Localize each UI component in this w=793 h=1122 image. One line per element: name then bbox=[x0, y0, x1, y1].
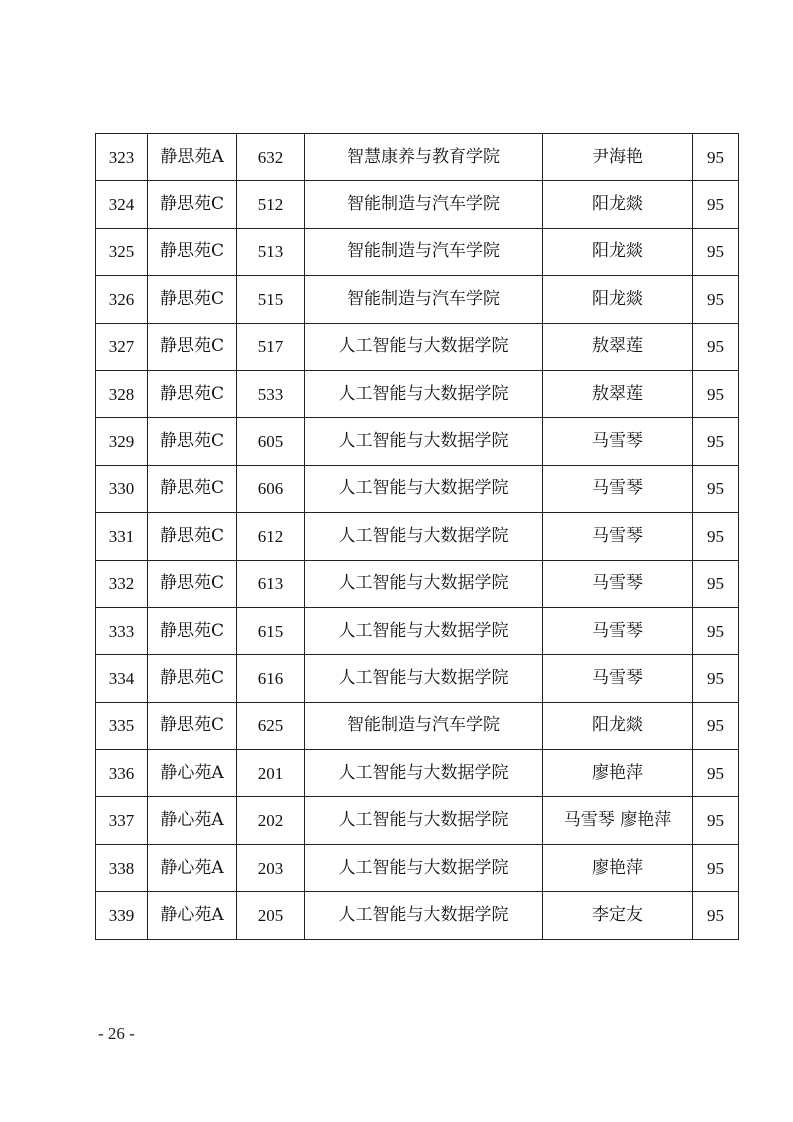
room-number-cell: 201 bbox=[237, 750, 305, 797]
counselor-name-cell: 马雪琴 bbox=[543, 418, 693, 465]
room-number-cell: 613 bbox=[237, 560, 305, 607]
counselor-name-cell: 廖艳萍 bbox=[543, 844, 693, 891]
college-cell: 人工智能与大数据学院 bbox=[305, 418, 543, 465]
building-cell: 静思苑C bbox=[148, 655, 237, 702]
counselor-name-cell: 马雪琴 bbox=[543, 465, 693, 512]
row-number-cell: 335 bbox=[96, 702, 148, 749]
room-number-cell: 515 bbox=[237, 276, 305, 323]
score-cell: 95 bbox=[693, 750, 739, 797]
counselor-name-cell: 马雪琴 bbox=[543, 560, 693, 607]
score-cell: 95 bbox=[693, 370, 739, 417]
room-number-cell: 512 bbox=[237, 181, 305, 228]
room-number-cell: 533 bbox=[237, 370, 305, 417]
building-cell: 静思苑C bbox=[148, 560, 237, 607]
table-row bbox=[96, 323, 739, 370]
building-cell: 静思苑C bbox=[148, 702, 237, 749]
college-cell: 人工智能与大数据学院 bbox=[305, 844, 543, 891]
row-number-cell: 337 bbox=[96, 797, 148, 844]
room-number-cell: 205 bbox=[237, 892, 305, 939]
counselor-name-cell: 马雪琴 bbox=[543, 607, 693, 654]
score-cell: 95 bbox=[693, 560, 739, 607]
building-cell: 静思苑C bbox=[148, 181, 237, 228]
counselor-name-cell: 阳龙燚 bbox=[543, 276, 693, 323]
score-cell: 95 bbox=[693, 797, 739, 844]
room-number-cell: 202 bbox=[237, 797, 305, 844]
counselor-name-cell: 阳龙燚 bbox=[543, 228, 693, 275]
counselor-name-cell: 尹海艳 bbox=[543, 134, 693, 181]
counselor-name-cell: 阳龙燚 bbox=[543, 181, 693, 228]
row-number-cell: 328 bbox=[96, 370, 148, 417]
building-cell: 静思苑C bbox=[148, 607, 237, 654]
table-row bbox=[96, 228, 739, 275]
college-cell: 智能制造与汽车学院 bbox=[305, 276, 543, 323]
room-number-cell: 203 bbox=[237, 844, 305, 891]
row-number-cell: 325 bbox=[96, 228, 148, 275]
row-number-cell: 332 bbox=[96, 560, 148, 607]
table-row bbox=[96, 513, 739, 560]
row-number-cell: 326 bbox=[96, 276, 148, 323]
score-cell: 95 bbox=[693, 892, 739, 939]
counselor-name-cell: 马雪琴 bbox=[543, 513, 693, 560]
score-cell: 95 bbox=[693, 418, 739, 465]
row-number-cell: 327 bbox=[96, 323, 148, 370]
building-cell: 静心苑A bbox=[148, 892, 237, 939]
college-cell: 人工智能与大数据学院 bbox=[305, 797, 543, 844]
college-cell: 人工智能与大数据学院 bbox=[305, 370, 543, 417]
score-cell: 95 bbox=[693, 513, 739, 560]
college-cell: 人工智能与大数据学院 bbox=[305, 323, 543, 370]
building-cell: 静心苑A bbox=[148, 750, 237, 797]
row-number-cell: 324 bbox=[96, 181, 148, 228]
room-number-cell: 612 bbox=[237, 513, 305, 560]
row-number-cell: 334 bbox=[96, 655, 148, 702]
dormitory-score-table bbox=[95, 133, 739, 940]
table-row bbox=[96, 655, 739, 702]
college-cell: 人工智能与大数据学院 bbox=[305, 465, 543, 512]
table-row bbox=[96, 702, 739, 749]
score-cell: 95 bbox=[693, 181, 739, 228]
building-cell: 静心苑A bbox=[148, 797, 237, 844]
room-number-cell: 632 bbox=[237, 134, 305, 181]
score-cell: 95 bbox=[693, 607, 739, 654]
college-cell: 智慧康养与教育学院 bbox=[305, 134, 543, 181]
college-cell: 人工智能与大数据学院 bbox=[305, 607, 543, 654]
row-number-cell: 330 bbox=[96, 465, 148, 512]
counselor-name-cell: 敖翠莲 bbox=[543, 323, 693, 370]
counselor-name-cell: 马雪琴 bbox=[543, 655, 693, 702]
row-number-cell: 331 bbox=[96, 513, 148, 560]
college-cell: 人工智能与大数据学院 bbox=[305, 513, 543, 560]
building-cell: 静心苑A bbox=[148, 844, 237, 891]
table-row bbox=[96, 181, 739, 228]
building-cell: 静思苑C bbox=[148, 465, 237, 512]
counselor-name-cell: 敖翠莲 bbox=[543, 370, 693, 417]
row-number-cell: 336 bbox=[96, 750, 148, 797]
table-body bbox=[96, 134, 739, 940]
table-row bbox=[96, 134, 739, 181]
row-number-cell: 329 bbox=[96, 418, 148, 465]
counselor-name-cell: 李定友 bbox=[543, 892, 693, 939]
table-row bbox=[96, 418, 739, 465]
table-row bbox=[96, 370, 739, 417]
page-number: - 26 - bbox=[98, 1024, 135, 1043]
college-cell: 人工智能与大数据学院 bbox=[305, 750, 543, 797]
room-number-cell: 513 bbox=[237, 228, 305, 275]
college-cell: 智能制造与汽车学院 bbox=[305, 181, 543, 228]
building-cell: 静思苑A bbox=[148, 134, 237, 181]
building-cell: 静思苑C bbox=[148, 370, 237, 417]
table-row bbox=[96, 560, 739, 607]
building-cell: 静思苑C bbox=[148, 513, 237, 560]
room-number-cell: 606 bbox=[237, 465, 305, 512]
table-row bbox=[96, 797, 739, 844]
score-cell: 95 bbox=[693, 276, 739, 323]
row-number-cell: 339 bbox=[96, 892, 148, 939]
score-cell: 95 bbox=[693, 465, 739, 512]
room-number-cell: 605 bbox=[237, 418, 305, 465]
building-cell: 静思苑C bbox=[148, 228, 237, 275]
table-row bbox=[96, 465, 739, 512]
counselor-name-cell: 马雪琴 廖艳萍 bbox=[543, 797, 693, 844]
table-row bbox=[96, 844, 739, 891]
college-cell: 人工智能与大数据学院 bbox=[305, 560, 543, 607]
room-number-cell: 616 bbox=[237, 655, 305, 702]
counselor-name-cell: 廖艳萍 bbox=[543, 750, 693, 797]
table-row bbox=[96, 607, 739, 654]
college-cell: 智能制造与汽车学院 bbox=[305, 702, 543, 749]
row-number-cell: 333 bbox=[96, 607, 148, 654]
row-number-cell: 338 bbox=[96, 844, 148, 891]
building-cell: 静思苑C bbox=[148, 276, 237, 323]
college-cell: 智能制造与汽车学院 bbox=[305, 228, 543, 275]
table-row bbox=[96, 276, 739, 323]
college-cell: 人工智能与大数据学院 bbox=[305, 892, 543, 939]
score-cell: 95 bbox=[693, 844, 739, 891]
score-cell: 95 bbox=[693, 323, 739, 370]
table-row bbox=[96, 750, 739, 797]
score-cell: 95 bbox=[693, 228, 739, 275]
room-number-cell: 615 bbox=[237, 607, 305, 654]
room-number-cell: 625 bbox=[237, 702, 305, 749]
college-cell: 人工智能与大数据学院 bbox=[305, 655, 543, 702]
row-number-cell: 323 bbox=[96, 134, 148, 181]
score-cell: 95 bbox=[693, 702, 739, 749]
counselor-name-cell: 阳龙燚 bbox=[543, 702, 693, 749]
table-row bbox=[96, 892, 739, 939]
building-cell: 静思苑C bbox=[148, 418, 237, 465]
score-cell: 95 bbox=[693, 655, 739, 702]
room-number-cell: 517 bbox=[237, 323, 305, 370]
score-cell: 95 bbox=[693, 134, 739, 181]
building-cell: 静思苑C bbox=[148, 323, 237, 370]
